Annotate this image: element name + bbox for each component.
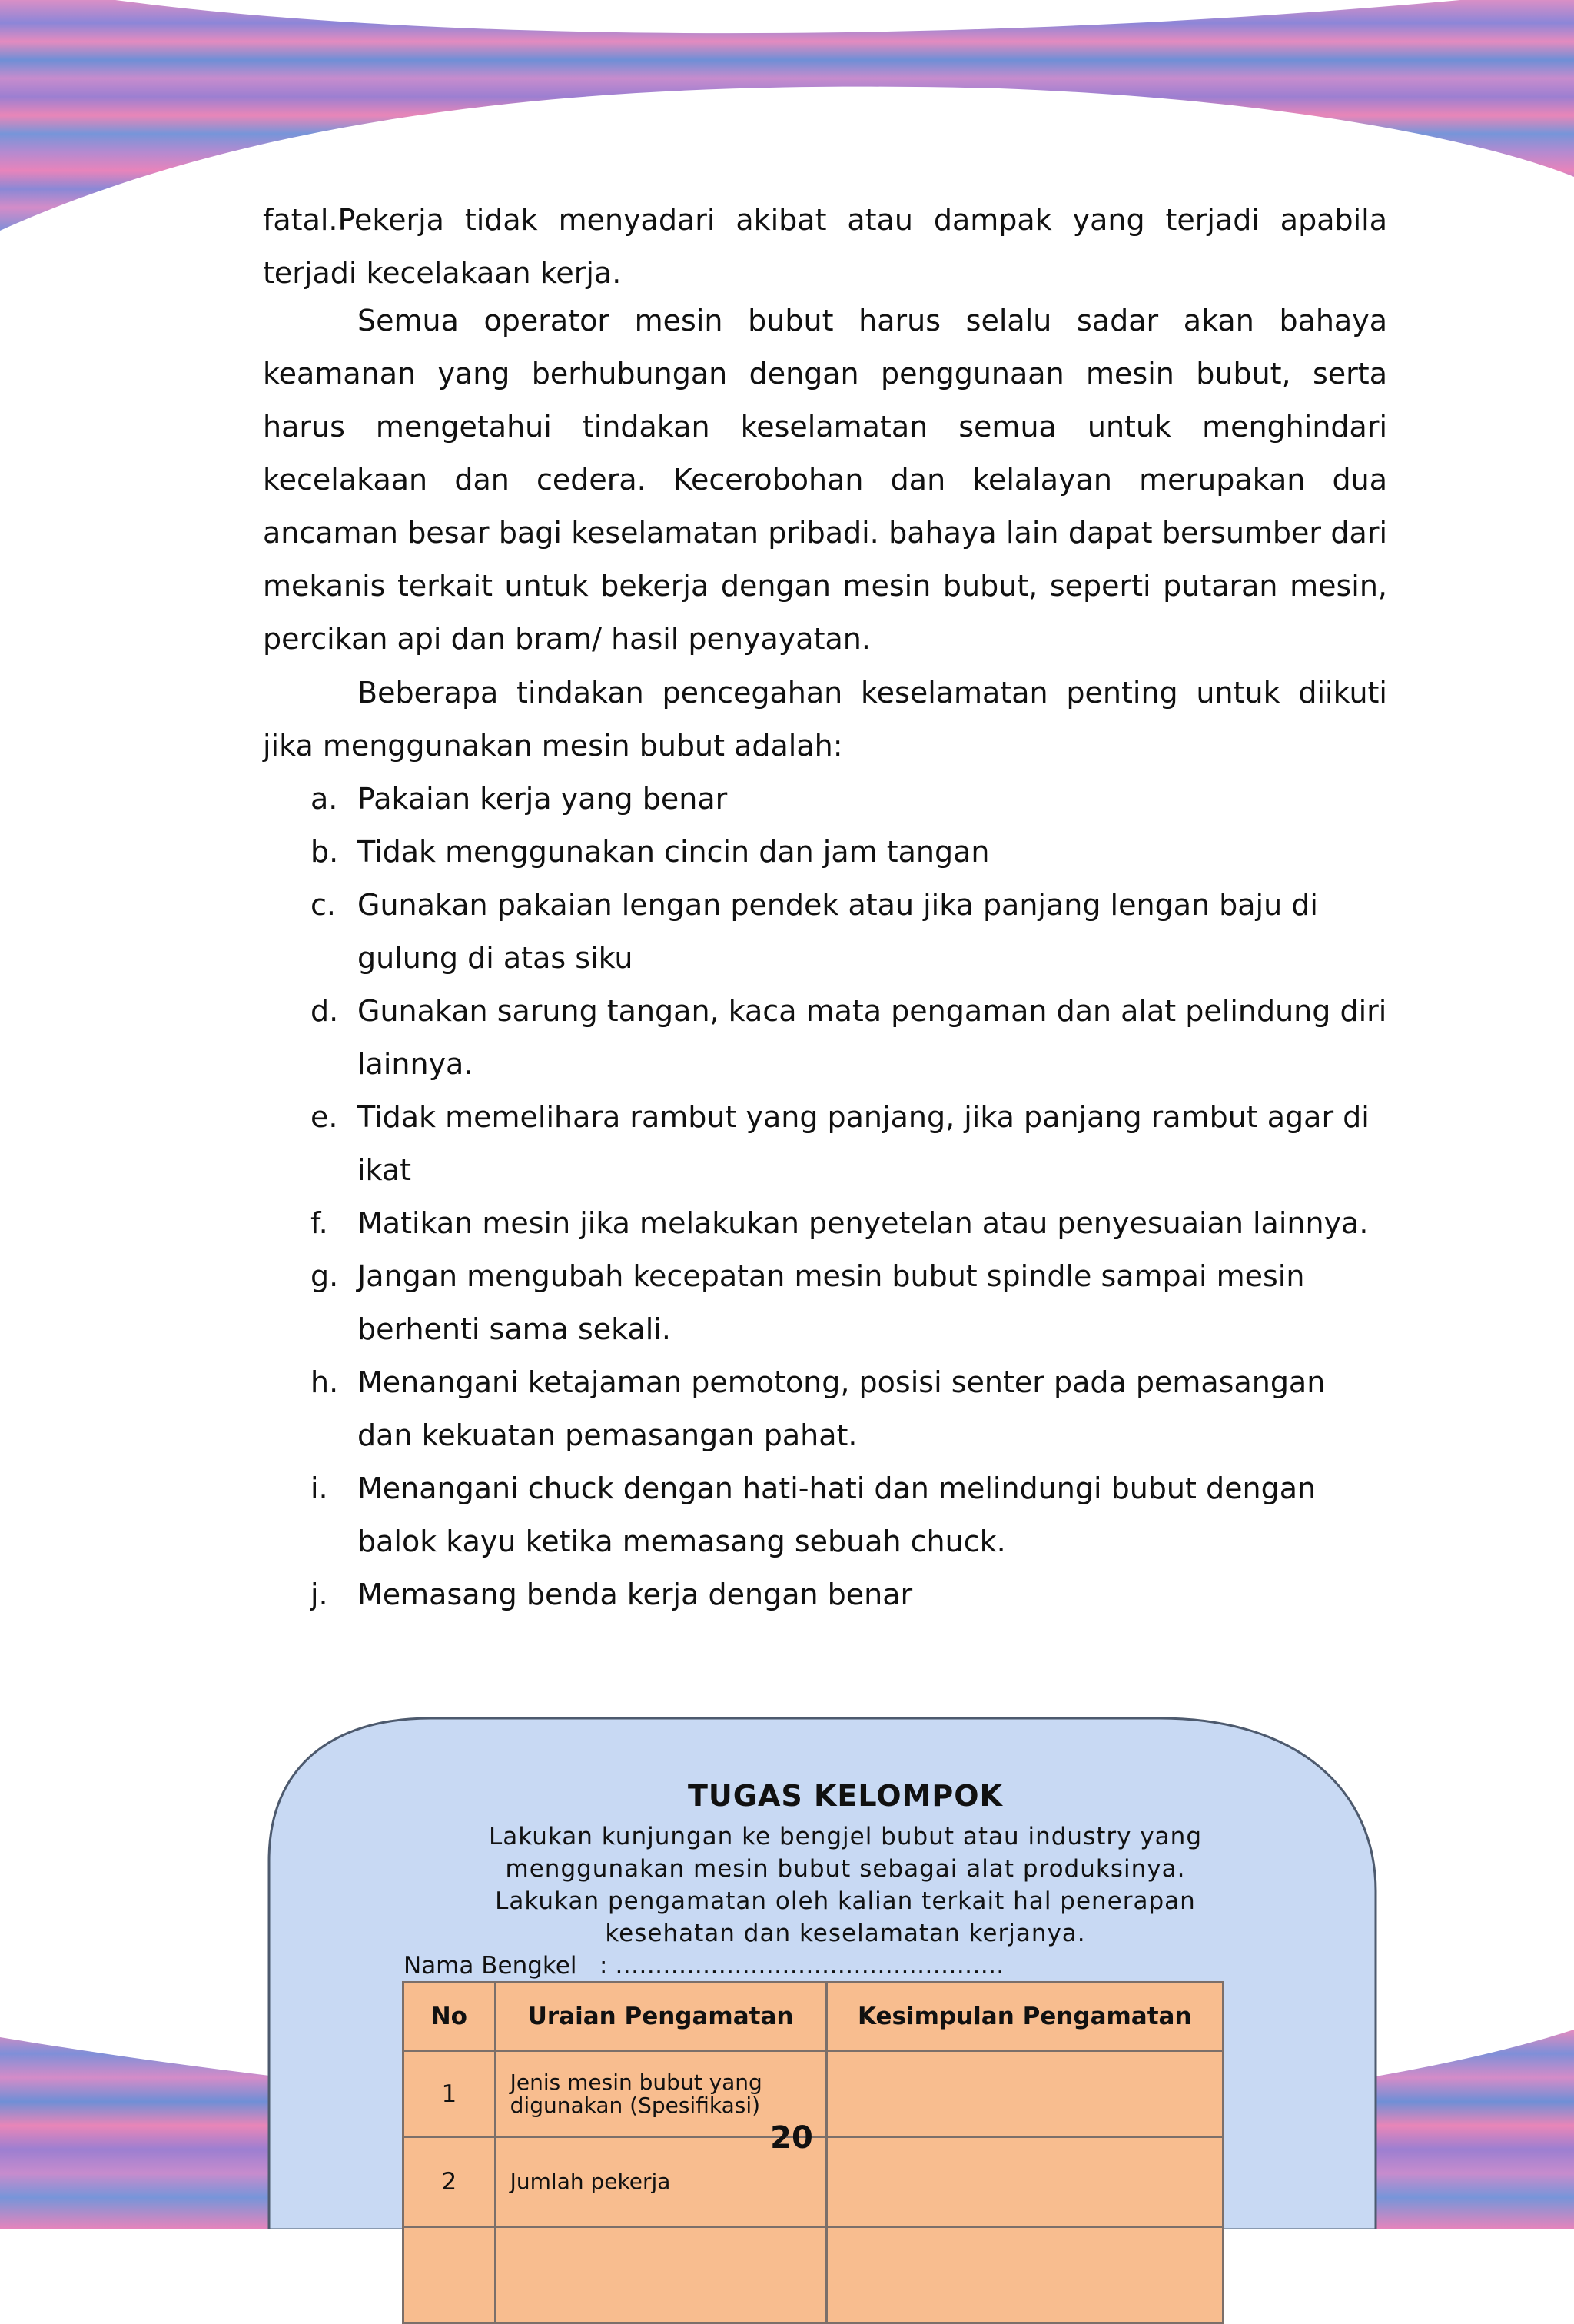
list-item: [263, 1250, 1387, 1356]
list-marker: c.: [310, 888, 336, 922]
list-item: [263, 773, 1387, 826]
cell-kesimpulan[interactable]: [826, 2227, 1223, 2323]
table-row: [403, 2227, 1224, 2323]
cell-uraian: Jenis mesin bubut yang digunakan (Spesifikasi): [495, 2051, 826, 2137]
list-marker: i.: [310, 1471, 328, 1505]
list-item-text: Matikan mesin jika melakukan penyetelan atau penyesuaian lainnya.: [357, 1206, 1369, 1240]
paragraph-precautions-intro: Beberapa tindakan pencegahan keselamatan penting untuk diikuti jika menggunakan mesin bubut adalah:: [263, 676, 1387, 763]
nama-bengkel-line: [403, 1950, 1004, 1982]
list-marker: d.: [310, 994, 339, 1028]
list-item: [263, 879, 1387, 985]
list-item: [263, 1356, 1387, 1462]
list-marker: b.: [310, 835, 339, 869]
header-no: No: [403, 1983, 496, 2051]
list-item: [263, 1091, 1387, 1197]
instruction-line: kesehatan dan keselamatan kerjanya.: [605, 1920, 1086, 1947]
list-marker: h.: [310, 1365, 339, 1399]
list-item-text: Tidak menggunakan cincin dan jam tangan: [357, 835, 990, 869]
list-item-text: Pakaian kerja yang benar: [357, 782, 728, 816]
list-item-text: Menangani chuck dengan hati-hati dan melindungi bubut dengan balok kayu ketika memasang sebuah chuck.: [357, 1471, 1317, 1558]
cell-kesimpulan[interactable]: [826, 2051, 1223, 2137]
list-item: [263, 1462, 1387, 1568]
instruction-line: menggunakan mesin bubut sebagai alat produksinya.: [505, 1855, 1186, 1883]
list-item: [263, 1197, 1387, 1250]
instruction-line: Lakukan kunjungan ke bengjel bubut atau industry yang: [488, 1823, 1202, 1850]
cell-kesimpulan[interactable]: [826, 2137, 1223, 2227]
list-item: [263, 985, 1387, 1091]
list-marker: g.: [310, 1259, 339, 1293]
nama-bengkel-label: Nama Bengkel: [403, 1952, 577, 1980]
header-uraian: Uraian Pengamatan: [495, 1983, 826, 2051]
cell-no: 1: [403, 2051, 496, 2137]
list-marker: e.: [310, 1100, 338, 1134]
header-kesimpulan: Kesimpulan Pengamatan: [826, 1983, 1223, 2051]
list-item-text: Menangani ketajaman pemotong, posisi senter pada pemasangan dan kekuatan pemasangan pahat.: [357, 1365, 1326, 1452]
list-item-text: Memasang benda kerja dengan benar: [357, 1578, 913, 1611]
instruction-line: Lakukan pengamatan oleh kalian terkait hal penerapan: [495, 1887, 1196, 1915]
list-item: [263, 1568, 1387, 1621]
nama-bengkel-value: : ………………………………………….: [599, 1952, 1005, 1980]
cell-no: 2: [403, 2137, 496, 2227]
list-item-text: Tidak memelihara rambut yang panjang, jika panjang rambut agar di ikat: [357, 1100, 1370, 1187]
page-number: 20: [770, 2120, 813, 2156]
list-marker: f.: [310, 1206, 328, 1240]
table-header-row: [403, 1983, 1224, 2051]
task-box-instructions: [384, 1820, 1307, 1950]
list-item-text: Gunakan pakaian lengan pendek atau jika panjang lengan baju di gulung di atas siku: [357, 888, 1318, 975]
safety-precaution-list: [263, 773, 1385, 1621]
list-marker: j.: [310, 1578, 328, 1611]
cell-uraian: [495, 2227, 826, 2323]
list-marker: a.: [310, 782, 338, 816]
paragraph-continuation: fatal.Pekerja tidak menyadari akibat atau dampak yang terjadi apabila terjadi kecelakaan kerja.: [263, 203, 1387, 290]
list-item: [263, 826, 1387, 879]
paragraph-operator-safety: Semua operator mesin bubut harus selalu sadar akan bahaya keamanan yang berhubungan dengan penggunaan mesin bubut, serta harus mengetahui tindakan keselamatan semua untuk menghindari kecelakaan dan cedera. Kecerobohan dan kelalayan merupakan dua ancaman besar bagi keselamatan pribadi. bahaya lain dapat bersumber dari mekanis terkait untuk bekerja dengan mesin bubut, seperti putaran mesin, percikan api dan bram/ hasil penyayatan.: [263, 304, 1387, 656]
list-item-text: Gunakan sarung tangan, kaca mata pengaman dan alat pelindung diri lainnya.: [357, 994, 1387, 1081]
cell-uraian: Jumlah pekerja: [495, 2137, 826, 2227]
list-item-text: Jangan mengubah kecepatan mesin bubut spindle sampai mesin berhenti sama sekali.: [357, 1259, 1305, 1346]
cell-no: [403, 2227, 496, 2323]
task-box-title: TUGAS KELOMPOK: [688, 1779, 1003, 1813]
